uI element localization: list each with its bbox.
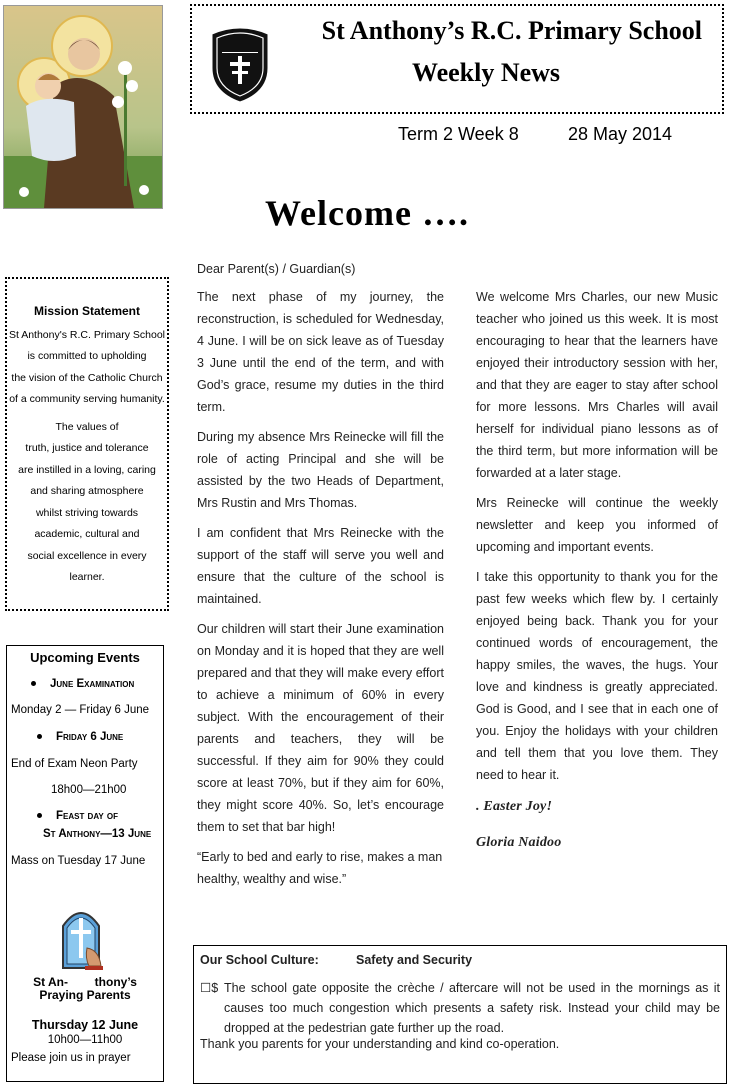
school-name: St Anthony’s R.C. Primary School [321,16,702,45]
letter-closing: . Easter Joy! [476,799,553,814]
school-culture-box [193,945,727,1084]
letter-paragraph: We welcome Mrs Charles, our new Music teacher who joined us this week. It is most encouraging to hear that the learners have enjoyed their introductory session with her, and that they are eager to stay after school for more lessons. Mrs Charles will avail herself for individual piano lessons as of the third term, but more information will be forwarded at a later stage. [476,290,718,480]
salutation: Dear Parent(s) / Guardian(s) [197,262,356,276]
events-title: Upcoming Events [30,650,140,665]
praying-parents-title [7,976,163,1002]
event-exam-dates: Monday 2 — Friday 6 June [11,704,150,716]
culture-item-text: The school gate opposite the crèche / aftercare will not be used in the mornings as it causes too much congestion which presents a safety risk. Instead your child may be dropped at the pedestrian gate further up the road. [224,981,720,1035]
culture-item [200,978,720,1038]
event-friday-detail: End of Exam Neon Party [11,758,138,770]
mission-line: The values of [55,420,119,433]
event-feast-title: Feast day of [56,810,119,822]
letter-paragraph: Our children will start their June examination on Monday and it is hoped that they are well prepared and that they will make every effort to achieve a minimum of 60% in every subject. With the encouragement of their parents and teachers, they will be successful. If they aim for 90% they could score at least 70%, but if they aim for 60%, they might score 40%. So, let’s encourage them to set that bar high! [197,622,444,834]
mission-title: Mission Statement [33,304,141,318]
culture-heading: Our School Culture: [200,953,319,967]
letter-quote: “Early to bed and early to rise, makes a man healthy, wealthy and wise.” [197,850,443,886]
letter-paragraph: Mrs Reinecke will continue the weekly newsletter and keep you informed of upcoming and important events. [476,496,718,554]
event-exam-title: June Examination [50,678,135,690]
culture-thanks: Thank you parents for your understanding and kind co-operation. [200,1037,560,1051]
praying-title-line2: Praying Parents [39,988,131,1002]
mission-line: are instilled in a loving, caring [18,463,156,476]
newsletter-title: Weekly News [412,58,561,87]
masthead [190,4,724,114]
issue-date: 28 May 2014 [568,124,673,144]
mission-line: social excellence in every [27,549,147,562]
bullet-icon [31,681,36,686]
mission-line: is committed to upholding [27,350,147,362]
event-feast-date: St Anthony—13 June [43,828,152,840]
mission-line: the vision of the Catholic Church [11,371,163,384]
mission-line: and sharing atmosphere [30,485,144,497]
letter-left-column [197,286,444,898]
letter-paragraph: During my absence Mrs Reinecke will fill the role of acting Principal and she will be assisted by the two Heads of Department, Mrs Rustin and Mrs Thomas. [197,430,444,510]
welcome-heading: Welcome …. [265,193,469,233]
praying-title-line1: St An- thony’s [33,975,137,989]
mission-line: whilst striving towards [35,506,139,519]
event-friday-title: Friday 6 June [56,731,124,743]
event-friday [37,731,123,743]
mission-line: academic, cultural and [34,528,140,540]
mission-line: truth, justice and tolerance [25,442,149,454]
event-feast [37,810,118,822]
letter-paragraph: I am confident that Mrs Reinecke with the support of the staff will serve you well and ensure that the culture of the school is maintained. [197,526,444,606]
church-window-icon [59,904,103,970]
saint-anthony-image [3,5,163,209]
prayer-time: 10h00—11h00 [47,1034,123,1046]
letter-right-column [476,286,718,862]
prayer-invite: Please join us in prayer [11,1052,131,1064]
letter-paragraph: The next phase of my journey, the reconstruction, is scheduled for Wednesday, 4 June. I will be on sick leave as of Tuesday 3 June until the end of the term, and with God’s grace, resume my duties in the third term. [197,290,444,414]
bullet-icon [37,813,42,818]
term-week: Term 2 Week 8 [398,124,519,144]
bullet-icon: ☐$ [200,981,219,995]
letter-paragraph: I take this opportunity to thank you for the past few weeks which flew by. I certainly enjoyed being back. Thank you for your continued words of encouragement, the happy smiles, the waves, the hugs. Your love and kindness is greatly appreciated. God is Good, and I see that in each one of you. Enjoy the holidays with your children and tell them that you love them. They need to hear it. [476,570,718,782]
event-mass: Mass on Tuesday 17 June [11,855,146,867]
letter-signature: Gloria Naidoo [476,835,562,850]
prayer-date: Thursday 12 June [31,1018,139,1032]
event-friday-time: 18h00—21h00 [51,784,127,796]
upcoming-events-box [6,645,164,1082]
mission-line: learner. [69,571,105,583]
mission-statement-box [5,277,169,611]
culture-topic: Safety and Security [356,953,473,967]
mission-line: St Anthony's R.C. Primary School [8,328,166,341]
bullet-icon [37,734,42,739]
mission-line: of a community serving humanity. [9,393,165,405]
event-exam [31,678,134,690]
